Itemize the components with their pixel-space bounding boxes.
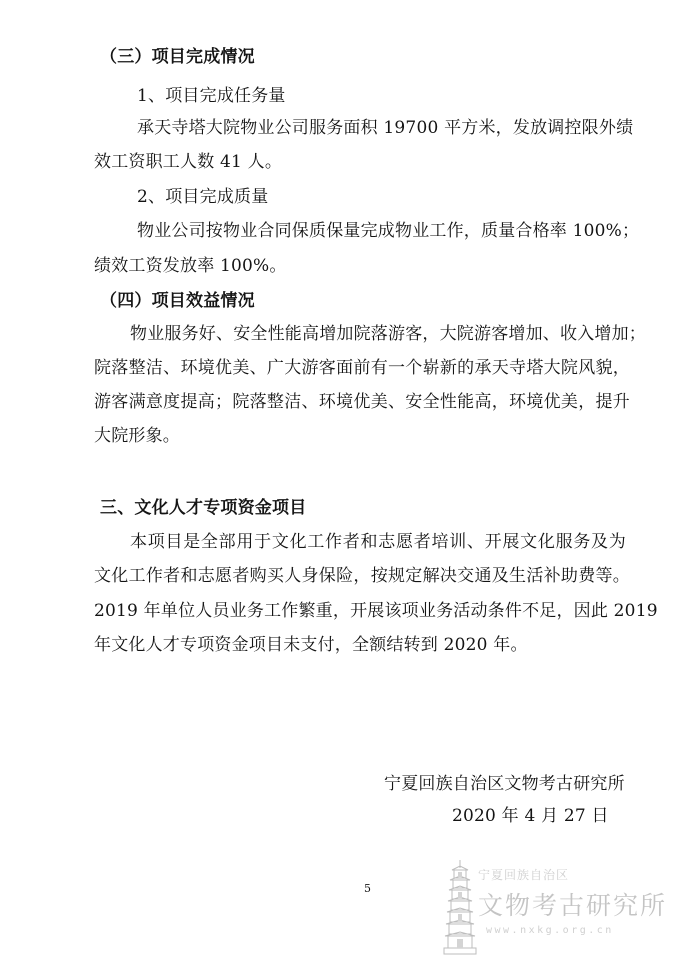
- subheading-task-volume: 1、项目完成任务量: [137, 86, 286, 106]
- section-heading-4: （四）项目效益情况: [100, 291, 255, 311]
- watermark-institute-name: 文物考古研究所: [478, 891, 668, 920]
- paragraph-line: 物业服务好、安全性能高增加院落游客，大院游客增加、收入增加；: [130, 324, 646, 344]
- subheading-task-quality: 2、项目完成质量: [137, 187, 269, 207]
- paragraph-line: 绩效工资发放率 100%。: [94, 256, 287, 276]
- paragraph-line: 院落整洁、环境优美、广大游客面前有一个崭新的承天寺塔大院风貌，: [94, 358, 630, 378]
- part-three-heading: 三、文化人才专项资金项目: [100, 498, 307, 518]
- paragraph-line: 物业公司按物业合同保质保量完成物业工作，质量合格率 100%；: [137, 221, 640, 241]
- signature-organization: 宁夏回族自治区文物考古研究所: [384, 774, 625, 794]
- paragraph-line: 效工资职工人数 41 人。: [94, 152, 283, 172]
- pagoda-icon: [436, 858, 484, 956]
- page-number: 5: [364, 882, 371, 895]
- section-heading-3: （三）项目完成情况: [100, 47, 255, 67]
- paragraph-line: 年文化人才专项资金项目未支付，全额结转到 2020 年。: [94, 635, 528, 655]
- paragraph-line: 本项目是全部用于文化工作者和志愿者培训、开展文化服务及为: [130, 532, 626, 552]
- paragraph-line: 承天寺塔大院物业公司服务面积 19700 平方米，发放调控限外绩: [137, 118, 634, 138]
- watermark-url: www.nxkg.org.cn: [486, 925, 614, 936]
- paragraph-line: 游客满意度提高；院落整洁、环境优美、安全性能高，环境优美，提升: [94, 392, 630, 412]
- paragraph-line: 2019 年单位人员业务工作繁重，开展该项业务活动条件不足，因此 2019: [94, 601, 658, 621]
- watermark-region-text: 宁夏回族自治区: [478, 868, 570, 882]
- paragraph-line: 文化工作者和志愿者购买人身保险，按规定解决交通及生活补助费等。: [94, 566, 630, 586]
- signature-date: 2020 年 4 月 27 日: [452, 806, 609, 826]
- paragraph-line: 大院形象。: [94, 426, 180, 446]
